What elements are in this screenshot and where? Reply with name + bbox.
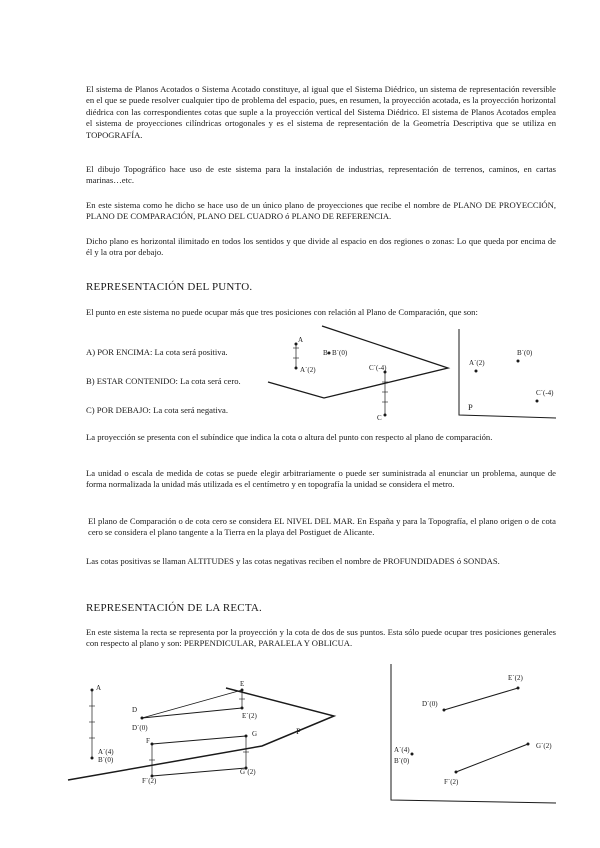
label-a-prime: A´(2) (469, 359, 485, 367)
label-g: G (252, 730, 258, 738)
point-ab-projection (411, 753, 414, 756)
label-f-prime: F´(2) (444, 778, 459, 786)
line-fg (152, 736, 246, 744)
figure-point-projection (456, 327, 560, 421)
label-b-prime: B´(0) (98, 756, 114, 764)
label-c-prime: C´(-4) (369, 364, 387, 372)
heading-line: REPRESENTACIÓN DE LA RECTA. (86, 602, 262, 614)
label-g-prime: G´(2) (240, 768, 256, 776)
label-a-prime: A´(4) (98, 748, 114, 756)
point-d-projection (443, 709, 446, 712)
option-above: A) POR ENCIMA: La cota será positiva. (86, 347, 228, 357)
label-b-prime: B´(0) (332, 349, 348, 357)
label-e: E (240, 680, 245, 688)
label-a: A (298, 336, 304, 344)
plane-frame (459, 329, 556, 418)
paragraph-point-positions: El punto en este sistema no puede ocupar más que tres posiciones con relación al Plano de Comparación, que son: (86, 307, 478, 317)
label-a: A (96, 684, 102, 692)
label-plane: P (296, 726, 301, 736)
option-contained: B) ESTAR CONTENIDO: La cota será cero. (86, 376, 241, 386)
paragraph-line-positions: En este sistema la recta se representa por la proyección y la cota de dos de sus puntos. Esta sólo puede ocupar tres posiciones generales con respecto al plano y son: PERPENDICULAR, PARALELA Y OBLICUA. (86, 627, 556, 649)
point-g (245, 735, 248, 738)
paragraph-topography: El dibujo Topográfico hace uso de este sistema para la instalación de industrias, representación de terrenos, caminos, en cartas marinas…etc. (86, 164, 556, 186)
plane-frame (391, 664, 556, 803)
point-d (141, 717, 144, 720)
label-e-prime: E´(2) (242, 712, 257, 720)
line-de-projection (444, 688, 518, 710)
line-fg-projection (152, 768, 246, 776)
point-f (151, 743, 154, 746)
paragraph-subscript: La proyección se presenta con el subíndice que indica la cota o altura del punto con respecto al plano de comparación. (86, 432, 493, 442)
label-b: B (323, 349, 328, 357)
label-a-prime: A´(2) (300, 366, 316, 374)
point-c-projection (536, 400, 539, 403)
label-g-prime: G´(2) (536, 742, 552, 750)
paragraph-intro: El sistema de Planos Acotados o Sistema Acotado constituye, al igual que el Sistema Diédrico, un sistema de representación reversible en el que se puede resolver cualquier tipo de problema del espacio, pues, en resumen, la proyección acotada, es la proyección horizontal diédrica con las correspondientes cotas que suple a la proyección vertical del Sistema Diédrico. El sistema de Planos Acotados emplea el sistema de proyecciones cilíndricas ortogonales y es el sistema de representación de la Geometría Descriptiva que se utiliza en TOPOGRAFÍA. (86, 84, 556, 140)
point-a-projection (295, 367, 298, 370)
paragraph-projection-plane: En este sistema como he dicho se hace uso de un único plano de proyecciones que recibe el nombre de PLANO DE PROYECCIÓN, PLANO DE COMPARACIÓN, PLANO DEL CUADRO ó PLANO DE REFERENCIA. (86, 200, 556, 222)
figure-line-perspective (66, 670, 342, 796)
paragraph-horizontal-plane: Dicho plano es horizontal ilimitado en todos los sentidos y que divide al espacio en dos regiones o zonas: Lo que queda por encima de él y la otra por debajo. (86, 236, 556, 258)
point-ab-projection (91, 757, 94, 760)
label-b-prime: B´(0) (517, 349, 533, 357)
option-below: C) POR DEBAJO: La cota será negativa. (86, 405, 229, 415)
label-b-prime: B´(0) (394, 757, 410, 765)
label-plane: P (468, 402, 473, 412)
comparison-plane-outline (268, 326, 448, 398)
label-e-prime: E´(2) (508, 674, 523, 682)
line-fg-projection (456, 744, 528, 772)
point-e (241, 689, 244, 692)
label-d: D (132, 706, 138, 714)
label-d-prime: D´(0) (132, 724, 148, 732)
paragraph-unit: La unidad o escala de medida de cotas se puede elegir arbitrariamente o puede ser suministrada al enunciar un problema, aunque de forma normalizada la unidad más utilizada es el centímetro y en topografía la unidad se considera el metro. (86, 468, 556, 490)
line-de-projection (142, 708, 242, 718)
point-f-projection (455, 771, 458, 774)
paragraph-sea-level: El plano de Comparación o de cota cero se considera EL NIVEL DEL MAR. En España y para la Topografía, el plano origen o de cota cero se considera el plano tangente a la Tierra en la playa del Postiguet de Alicante. (88, 516, 556, 538)
heading-point: REPRESENTACIÓN DEL PUNTO. (86, 281, 253, 293)
paragraph-altitudes: Las cotas positivas se llaman ALTITUDES y las cotas negativas reciben el nombre de PROFUNDIDADES ó SONDAS. (86, 556, 500, 566)
point-e-projection (241, 707, 244, 710)
point-a (91, 689, 94, 692)
label-f: F (146, 737, 150, 745)
figure-line-projection (388, 662, 560, 808)
point-b (328, 352, 331, 355)
point-g-projection (527, 743, 530, 746)
point-c (384, 414, 387, 417)
label-c-prime: C´(-4) (536, 389, 554, 397)
label-c: C (377, 414, 382, 422)
point-a-projection (475, 370, 478, 373)
point-b-projection (517, 360, 520, 363)
label-f-prime: F´(2) (142, 777, 157, 785)
figure-point-perspective (262, 320, 454, 426)
point-e-projection (517, 687, 520, 690)
label-a-prime: A´(4) (394, 746, 410, 754)
label-d-prime: D´(0) (422, 700, 438, 708)
line-de (142, 690, 242, 718)
